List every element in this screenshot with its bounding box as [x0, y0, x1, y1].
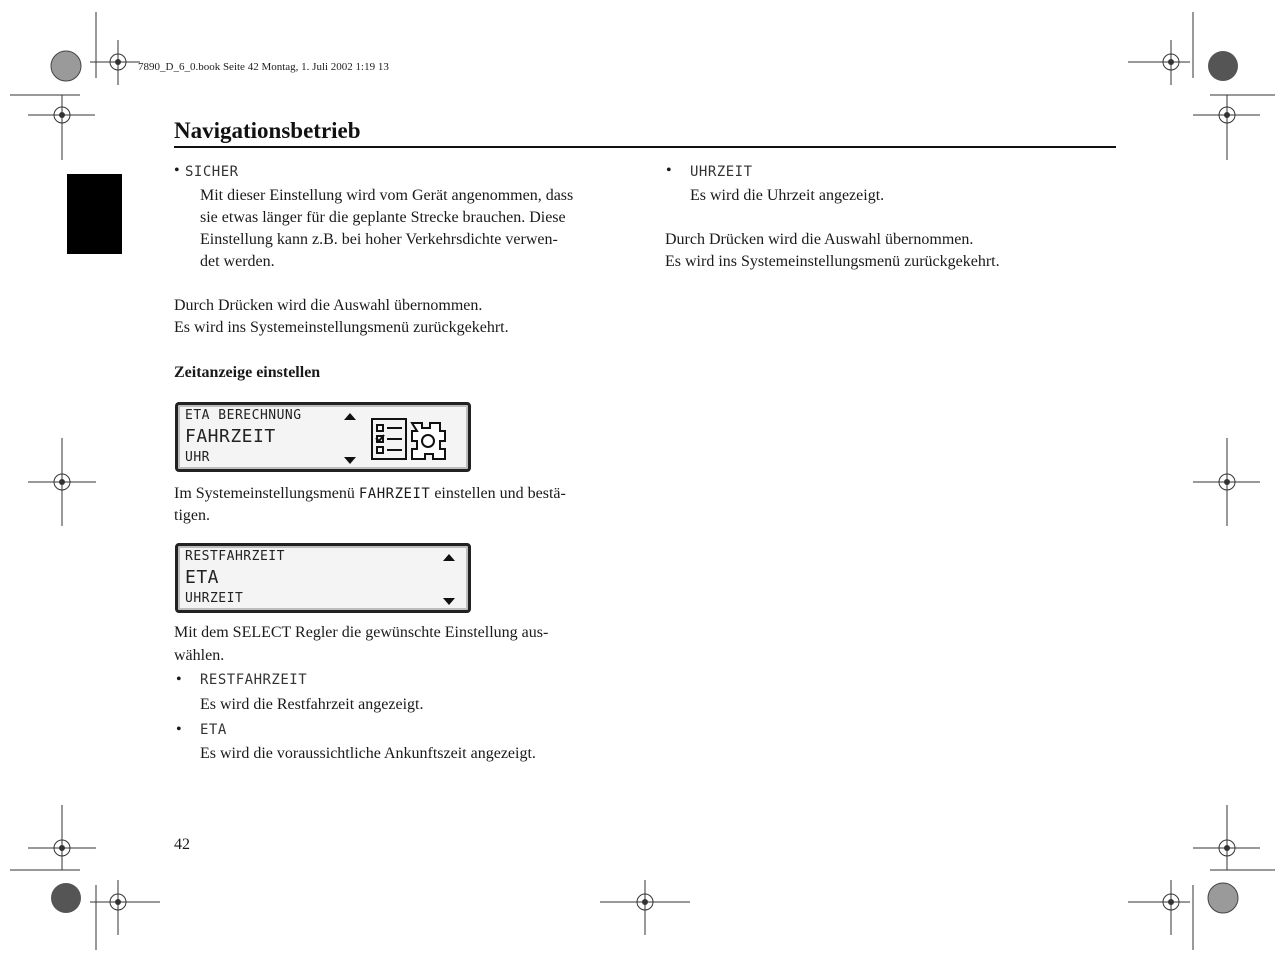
option-label-restfahrzeit: RESTFAHRZEIT: [200, 672, 308, 688]
instruction-line: tigen.: [174, 507, 210, 524]
lcd-line-selected: ETA: [185, 567, 220, 588]
lcd-display-system-settings: [175, 402, 471, 472]
lcd-line: ETA BERECHNUNG: [185, 408, 302, 423]
scroll-up-icon: [344, 413, 356, 420]
bullet: •: [666, 162, 672, 179]
instruction-text: Im Systemeinstellungsmenü: [174, 485, 359, 502]
confirm-text: Durch Drücken wird die Auswahl übernommen.: [665, 231, 974, 248]
inline-menu-item: FAHRZEIT: [358, 486, 431, 502]
scroll-down-icon: [443, 598, 455, 605]
option-label-eta: ETA: [200, 722, 227, 738]
sicher-desc-line: Einstellung kann z.B. bei hoher Verkehrsdichte verwen-: [200, 231, 558, 248]
bullet: •: [174, 162, 180, 179]
instruction-line: [174, 483, 566, 505]
chapter-tab-marker: [67, 174, 122, 254]
subheading: Zeitanzeige einstellen: [174, 364, 321, 381]
page-heading: Navigationsbetrieb: [174, 118, 361, 143]
lcd-line: UHR: [185, 450, 210, 465]
option-label-uhrzeit: UHRZEIT: [690, 164, 753, 180]
settings-gear-icon: [368, 415, 460, 463]
option-desc: Es wird die Restfahrzeit angezeigt.: [200, 696, 424, 713]
heading-rule: [174, 146, 1116, 148]
instruction-line: wählen.: [174, 647, 225, 664]
instruction-text: einstellen und bestä-: [430, 485, 566, 502]
lcd-line-selected: FAHRZEIT: [185, 426, 276, 447]
scroll-up-icon: [443, 554, 455, 561]
option-desc: Es wird die Uhrzeit angezeigt.: [690, 187, 885, 204]
lcd-line: RESTFAHRZEIT: [185, 549, 285, 564]
sicher-desc-line: sie etwas länger für die geplante Strecke brauchen. Diese: [200, 209, 566, 226]
bullet: •: [176, 721, 182, 738]
scroll-down-icon: [344, 457, 356, 464]
instruction-line: Mit dem SELECT Regler die gewünschte Einstellung aus-: [174, 624, 549, 641]
book-info-line: 7890_D_6_0.book Seite 42 Montag, 1. Juli 2002 1:19 13: [138, 61, 389, 73]
lcd-line: UHRZEIT: [185, 591, 244, 606]
confirm-text: Es wird ins Systemeinstellungsmenü zurückgekehrt.: [665, 253, 1000, 270]
page-number: 42: [174, 836, 190, 853]
option-desc: Es wird die voraussichtliche Ankunftszeit angezeigt.: [200, 745, 536, 762]
confirm-text: Durch Drücken wird die Auswahl übernommen.: [174, 297, 483, 314]
lcd-display-time-options: [175, 543, 471, 613]
sicher-desc-line: Mit dieser Einstellung wird vom Gerät angenommen, dass: [200, 187, 574, 204]
confirm-text: Es wird ins Systemeinstellungsmenü zurückgekehrt.: [174, 319, 509, 336]
option-label-sicher: SICHER: [185, 164, 239, 180]
sicher-desc-line: det werden.: [200, 253, 275, 270]
bullet: •: [176, 671, 182, 688]
